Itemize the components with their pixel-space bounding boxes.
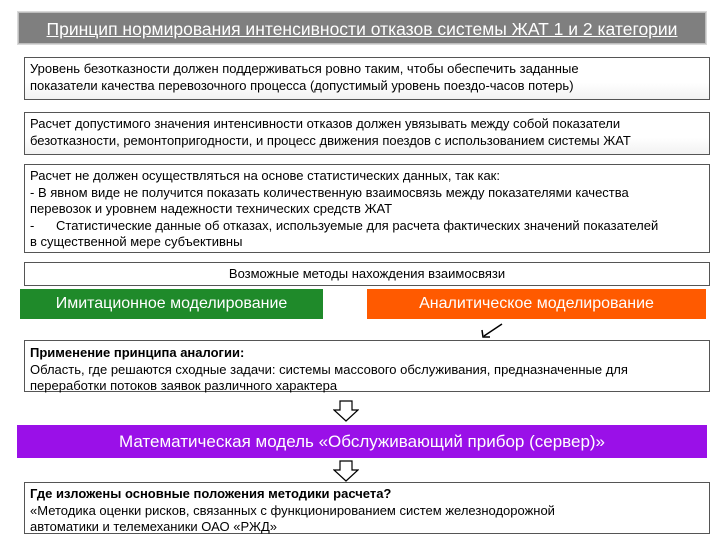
text-line: Область, где решаются сходные задачи: системы массового обслуживания, предназначенные для <box>30 361 628 377</box>
text-line: перевозок и уровнем надежности технических средств ЖАТ <box>30 201 393 216</box>
text-block-reliability-level <box>24 57 710 100</box>
text-line: безотказности, ремонтопригодности, и процесс движения поездов с использованием системы ЖАТ <box>30 132 631 148</box>
text-line: показатели качества перевозочного процесса (допустимый уровень поездо-часов потерь) <box>30 77 574 93</box>
text-line: - Статистические данные об отказах, используемые для расчета фактических значений показателей <box>30 217 659 233</box>
text-line: Расчет не должен осуществляться на основе статистических данных, так как: <box>30 168 500 183</box>
text-line: переработки потоков заявок различного характера <box>30 378 338 393</box>
model-banner: Математическая модель «Обслуживающий прибор (сервер)» <box>17 425 707 458</box>
methodology-heading: Где изложены основные положения методики расчета? <box>30 486 392 501</box>
page-title: Принцип нормирования интенсивности отказов системы ЖАТ 1 и 2 категории <box>17 11 707 45</box>
text-line: автоматики и телемеханики ОАО «РЖД» <box>30 519 278 534</box>
diagonal-arrow-icon <box>478 322 504 340</box>
text-line: - В явном виде не получится показать количественную взаимосвязь между показателями качества <box>30 184 629 200</box>
down-arrow-icon <box>333 400 359 422</box>
text-block-analogy <box>24 340 710 392</box>
text-line: «Методика оценки рисков, связанных с функционированием систем железнодорожной <box>30 502 555 518</box>
down-arrow-icon <box>333 460 359 482</box>
text-line: в существенной мере субъективны <box>30 234 243 249</box>
text-block-methodology <box>24 482 710 534</box>
text-line: Уровень безотказности должен поддерживаться ровно таким, чтобы обеспечить заданные <box>30 61 579 76</box>
text-block-failure-rate <box>24 112 710 155</box>
text-line: Расчет допустимого значения интенсивности отказов должен увязывать между собой показатели <box>30 116 621 131</box>
simulation-method-box: Имитационное моделирование <box>20 289 323 319</box>
analytical-method-box: Аналитическое моделирование <box>367 289 706 319</box>
methods-heading: Возможные методы нахождения взаимосвязи <box>24 262 710 286</box>
text-block-statistics <box>24 164 710 253</box>
analogy-heading: Применение принципа аналогии: <box>30 345 245 360</box>
